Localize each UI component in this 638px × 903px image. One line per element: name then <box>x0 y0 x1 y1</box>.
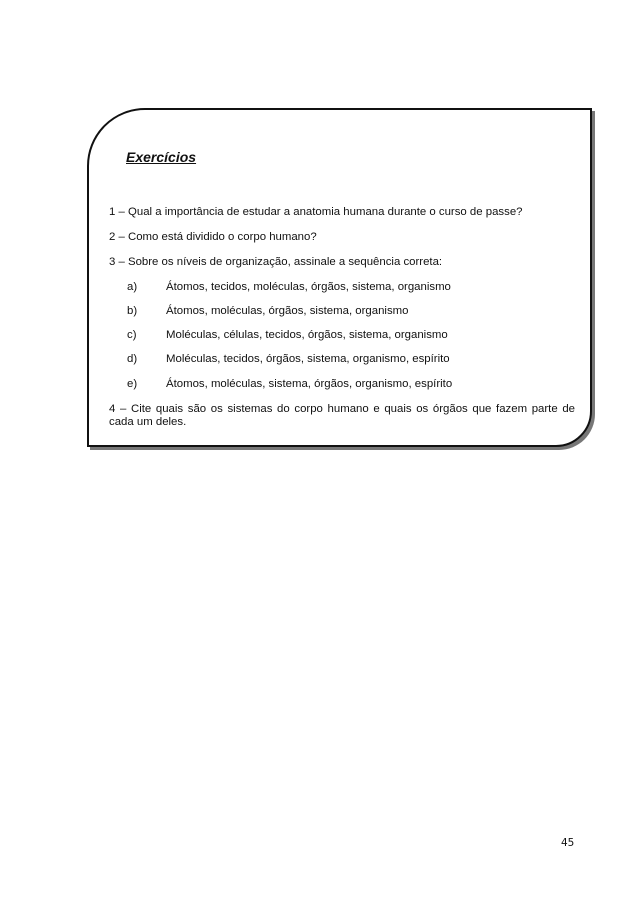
option-text-d: Moléculas, tecidos, órgãos, sistema, organismo, espírito <box>166 353 450 365</box>
option-text-e: Átomos, moléculas, sistema, órgãos, organismo, espírito <box>166 378 453 390</box>
question-1: 1 – Qual a importância de estudar a anatomia humana durante o curso de passe? <box>109 206 523 218</box>
option-letter-a: a) <box>127 281 138 293</box>
option-text-b: Átomos, moléculas, órgãos, sistema, organismo <box>166 305 409 317</box>
option-letter-e: e) <box>127 378 138 390</box>
option-letter-d: d) <box>127 353 138 365</box>
question-2: 2 – Como está dividido o corpo humano? <box>109 231 317 243</box>
option-letter-b: b) <box>127 305 138 317</box>
exercise-title: Exercícios <box>126 149 197 165</box>
question-3: 3 – Sobre os níveis de organização, assinale a sequência correta: <box>109 256 443 268</box>
option-text-c: Moléculas, células, tecidos, órgãos, sistema, organismo <box>166 329 448 341</box>
option-letter-c: c) <box>127 329 137 341</box>
option-text-a: Átomos, tecidos, moléculas, órgãos, sistema, organismo <box>166 281 451 293</box>
question-4: 4 – Cite quais são os sistemas do corpo humano e quais os órgãos que fazem parte de cada um deles. <box>109 403 575 428</box>
page-number: 45 <box>561 837 575 849</box>
